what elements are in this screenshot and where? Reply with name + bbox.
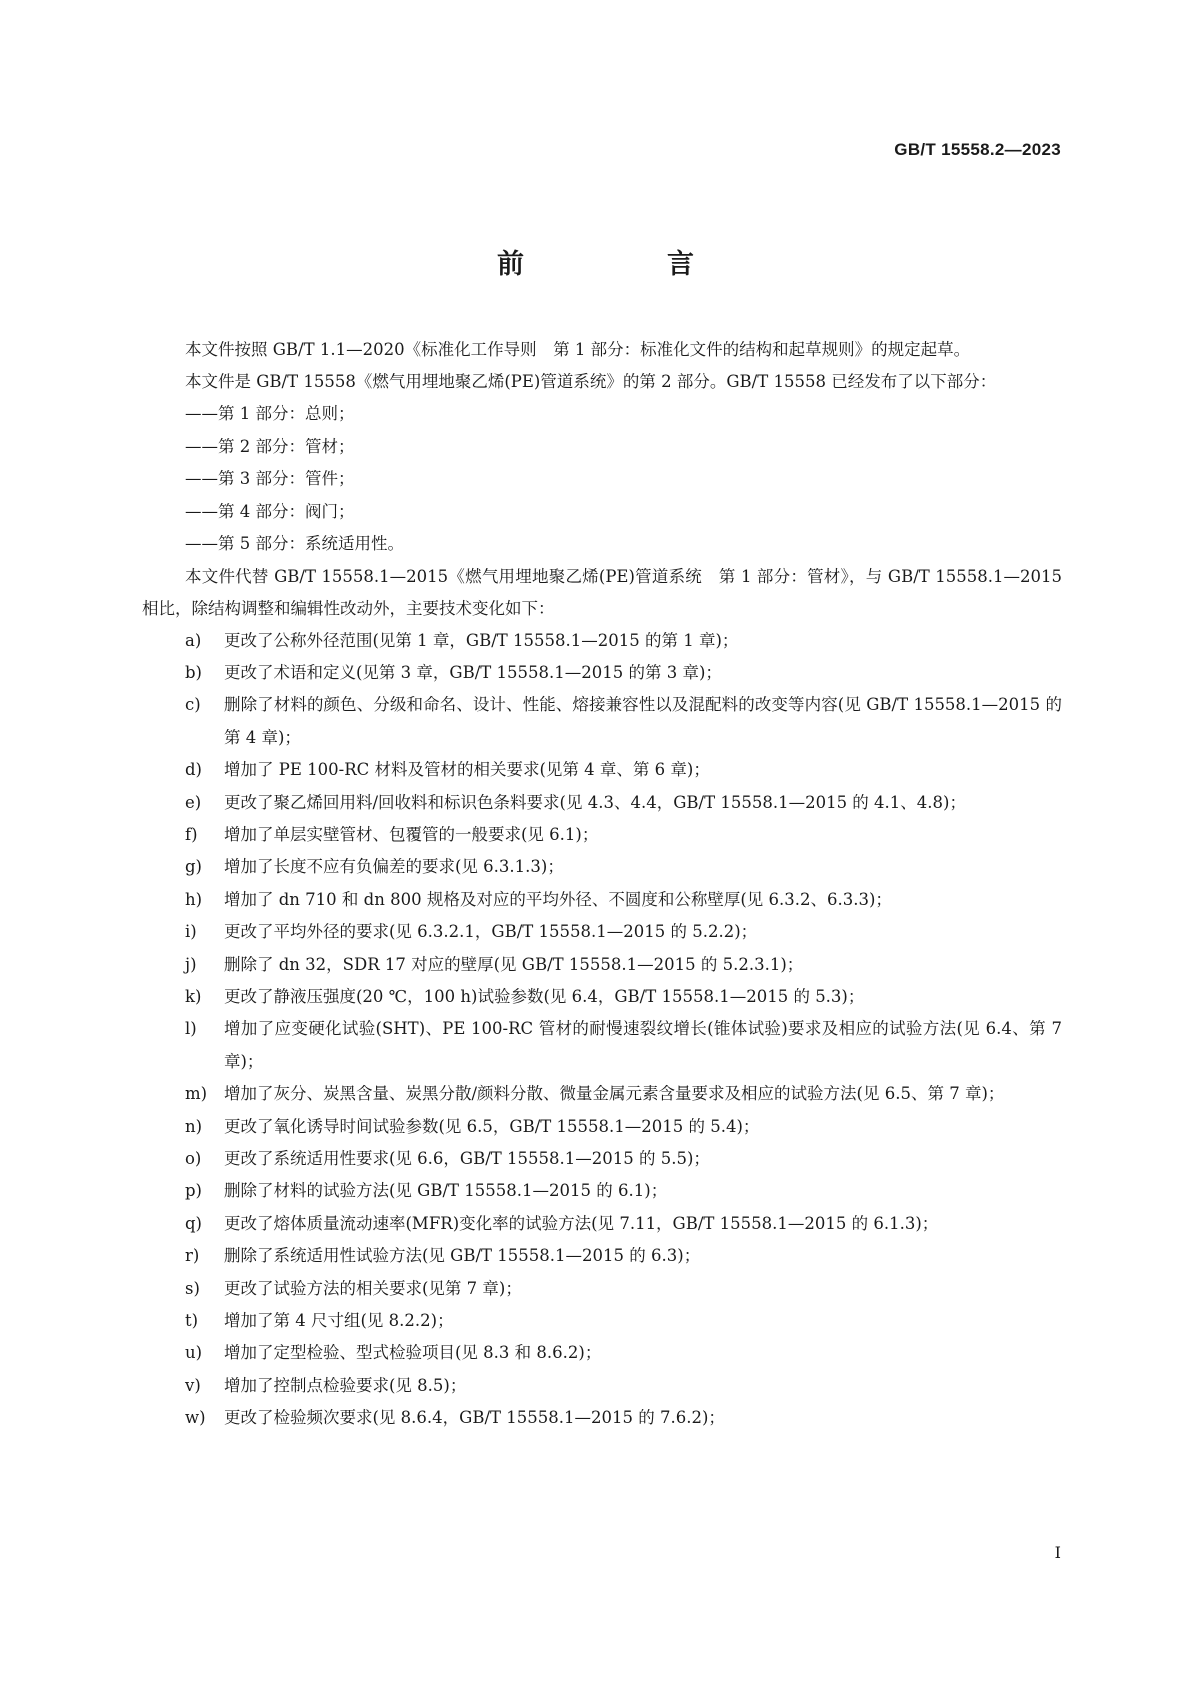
list-item-text: 增加了单层实壁管材、包覆管的一般要求(见 6.1)； [224, 824, 599, 844]
list-item-text: 增加了定型检验、型式检验项目(见 8.3 和 8.6.2)； [224, 1343, 602, 1363]
part-list-item: ——第 5 部分：系统适用性。 [185, 534, 404, 553]
list-item-text: 删除了系统适用性试验方法(见 GB/T 15558.1—2015 的 6.3)； [224, 1246, 701, 1266]
list-marker: n) [185, 1116, 203, 1136]
list-item-text: 删除了 dn 32，SDR 17 对应的壁厚(见 GB/T 15558.1—2015 的 5.2.3.1)； [224, 954, 804, 974]
list-item-text: 更改了检验频次要求(见 8.6.4，GB/T 15558.1—2015 的 7.6.2)； [224, 1408, 725, 1428]
foreword-body [142, 334, 1062, 1435]
part-list-item: ——第 1 部分：总则； [185, 404, 355, 423]
list-item-text: 更改了试验方法的相关要求(见第 7 章)； [224, 1278, 522, 1298]
list-item [142, 1078, 1062, 1110]
list-marker: k) [185, 986, 202, 1006]
page-title: 前 言 [497, 249, 752, 280]
list-item [142, 1175, 1062, 1207]
list-item-text: 更改了聚乙烯回用料/回收料和标识色条料要求(见 4.3、4.4，GB/T 15558.1—2015 的 4.1、4.8)； [224, 792, 966, 812]
list-item-text: 删除了材料的颜色、分级和命名、设计、性能、熔接兼容性以及混配料的改变等内容(见 GB/T 15558.1—2015 的第 4 章)； [224, 695, 1062, 747]
list-item-text: 更改了系统适用性要求(见 6.6，GB/T 15558.1—2015 的 5.5)； [224, 1149, 710, 1168]
list-item [142, 1208, 1062, 1240]
list-item [142, 1013, 1062, 1078]
list-item [142, 1402, 1062, 1434]
list-marker: j) [185, 954, 197, 974]
paragraph-drafting-rules: 本文件按照 GB/T 1.1—2020《标准化工作导则 第 1 部分：标准化文件的结构和起草规则》的规定起草。 [185, 340, 971, 359]
list-marker: i) [185, 922, 197, 942]
list-marker: g) [185, 857, 202, 877]
list-marker: a) [185, 630, 202, 650]
list-marker: u) [185, 1343, 203, 1363]
standard-number: GB/T 15558.2—2023 [894, 140, 1061, 159]
list-item [142, 884, 1062, 916]
list-marker: m) [185, 1084, 208, 1104]
list-item [142, 1143, 1062, 1175]
list-item [142, 916, 1062, 948]
list-item [142, 787, 1062, 819]
list-marker: o) [185, 1149, 202, 1168]
paragraph-series-info: 本文件是 GB/T 15558《燃气用埋地聚乙烯(PE)管道系统》的第 2 部分。GB/T 15558 已经发布了以下部分： [185, 372, 997, 391]
list-item [142, 819, 1062, 851]
list-item-text: 增加了 dn 710 和 dn 800 规格及对应的平均外径、不圆度和公称壁厚(见 6.3.2、6.3.3)； [224, 889, 892, 909]
technical-changes-list [142, 625, 1062, 1435]
list-item-text: 增加了第 4 尺寸组(见 8.2.2)； [224, 1311, 454, 1331]
list-marker: b) [185, 662, 202, 682]
list-item-text: 增加了应变硬化试验(SHT)、PE 100-RC 管材的耐慢速裂纹增长(锥体试验)要求及相应的试验方法(见 6.4、第 7 章)； [224, 1019, 1062, 1071]
list-item-text: 删除了材料的试验方法(见 GB/T 15558.1—2015 的 6.1)； [224, 1181, 668, 1201]
list-item-text: 增加了 PE 100-RC 材料及管材的相关要求(见第 4 章、第 6 章)； [224, 760, 710, 780]
part-list-item: ——第 3 部分：管件； [185, 469, 355, 488]
list-marker: t) [185, 1311, 199, 1331]
list-item-text: 更改了氧化诱导时间试验参数(见 6.5，GB/T 15558.1—2015 的 5.4)； [224, 1116, 760, 1136]
list-item-text: 更改了平均外径的要求(见 6.3.2.1，GB/T 15558.1—2015 的 5.2.2)； [224, 922, 758, 942]
list-item [142, 657, 1062, 689]
list-marker: h) [185, 889, 203, 909]
part-list-item: ——第 2 部分：管材； [185, 436, 355, 456]
list-item-text: 增加了控制点检验要求(见 8.5)； [224, 1375, 467, 1395]
list-marker: r) [185, 1246, 200, 1266]
list-item [142, 981, 1062, 1013]
list-marker: f) [185, 824, 198, 844]
list-item-text: 更改了熔体质量流动速率(MFR)变化率的试验方法(见 7.11，GB/T 15558.1—2015 的 6.1.3)； [224, 1213, 939, 1233]
list-marker: p) [185, 1181, 202, 1201]
list-item [142, 754, 1062, 786]
list-marker: e) [185, 792, 202, 812]
list-item-text: 增加了灰分、炭黑含量、炭黑分散/颜料分散、微量金属元素含量要求及相应的试验方法(见 6.5、第 7 章)； [224, 1084, 1005, 1104]
list-marker: q) [185, 1213, 202, 1233]
list-item [142, 1370, 1062, 1402]
list-item [142, 1111, 1062, 1143]
list-item [142, 1273, 1062, 1305]
list-item [142, 1305, 1062, 1337]
page-number: I [1054, 1543, 1061, 1562]
list-item-text: 增加了长度不应有负偏差的要求(见 6.3.1.3)； [224, 857, 564, 877]
part-list-item: ——第 4 部分：阀门； [185, 501, 355, 521]
list-item [142, 625, 1062, 657]
list-marker: d) [185, 760, 202, 780]
list-item [142, 1337, 1062, 1369]
list-item [142, 689, 1062, 754]
list-marker: w) [185, 1408, 206, 1428]
list-item [142, 851, 1062, 883]
list-item-text: 更改了静液压强度(20 ℃，100 h)试验参数(见 6.4，GB/T 15558.1—2015 的 5.3)； [224, 986, 865, 1006]
list-marker: v) [185, 1375, 201, 1395]
list-marker: l) [185, 1019, 197, 1039]
list-item-text: 更改了术语和定义(见第 3 章，GB/T 15558.1—2015 的第 3 章)； [224, 662, 722, 682]
list-marker: s) [185, 1278, 200, 1298]
list-item [142, 1240, 1062, 1272]
list-item-text: 更改了公称外径范围(见第 1 章，GB/T 15558.1—2015 的第 1 章)； [224, 630, 739, 650]
paragraph-replacement: 本文件代替 GB/T 15558.1—2015《燃气用埋地聚乙烯(PE)管道系统 第 1 部分：管材》，与 GB/T 15558.1—2015 相比，除结构调整和编辑性改动外，主要技术变化如下： [142, 566, 1062, 618]
list-marker: c) [185, 695, 201, 715]
list-item [142, 949, 1062, 981]
